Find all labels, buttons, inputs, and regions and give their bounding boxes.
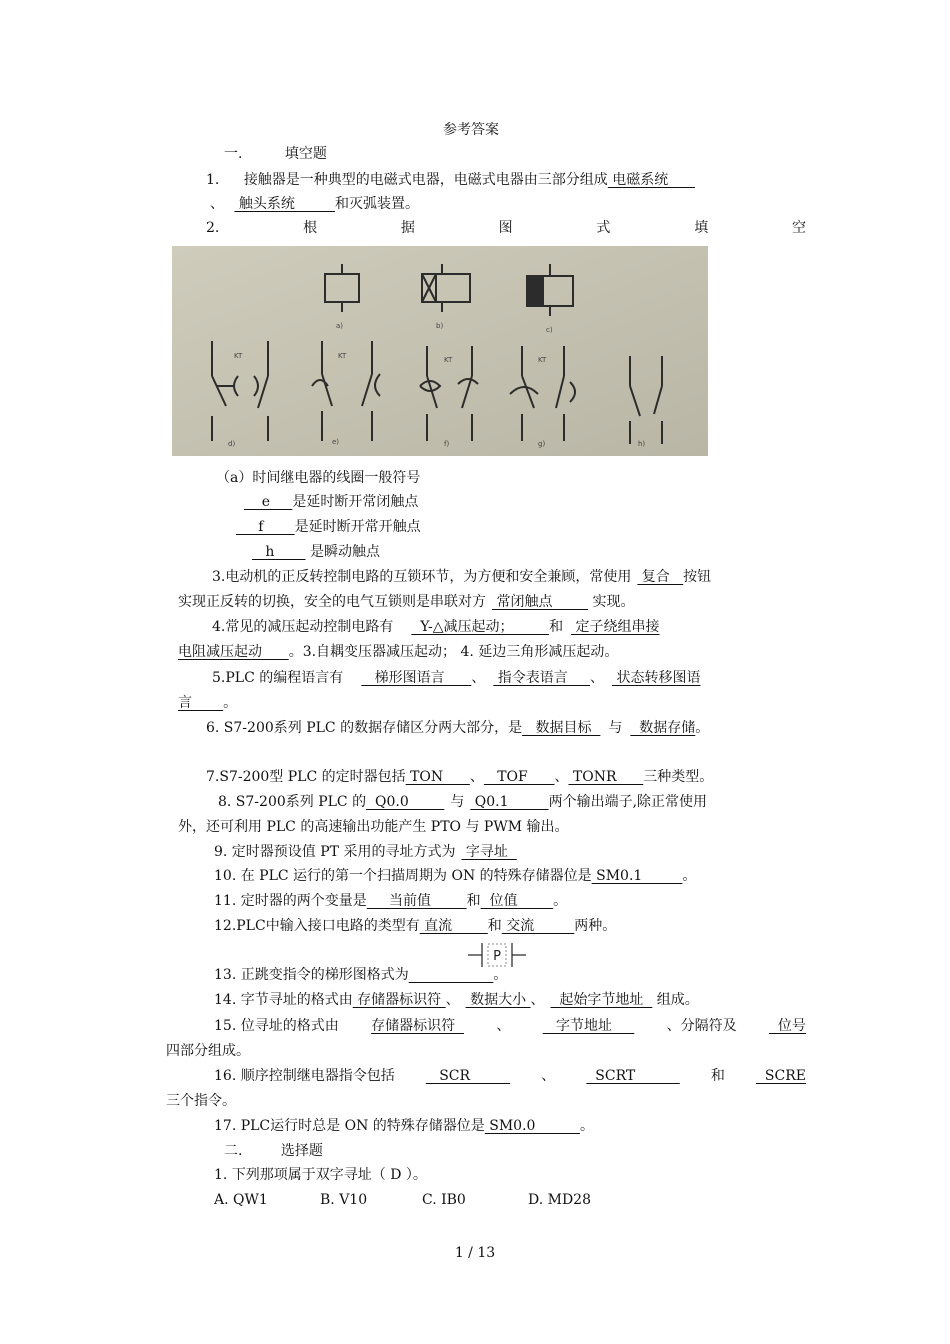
question-text: 7.S7-200型 PLC 的定时器包括	[206, 769, 406, 785]
question-text: 与	[450, 794, 465, 810]
question-16-line-1	[214, 1066, 806, 1086]
answer-blank: Q0.0	[366, 794, 445, 810]
question-text: 是延时断开常开触点	[294, 519, 421, 535]
answer-blank: 存储器标识符	[371, 1018, 464, 1034]
figure-label-g: g)	[538, 440, 546, 448]
question-text: 、分隔符及	[666, 1018, 737, 1034]
question-12	[214, 916, 616, 936]
question-2f	[236, 517, 421, 537]
answer-blank: 梯形图语言	[361, 670, 472, 686]
question-text: 。	[695, 720, 710, 736]
answer-blank: h	[252, 544, 306, 560]
separator: 、	[471, 670, 486, 686]
question-text: 6. S7-200系列 PLC 的数据存储区分两大部分，是	[206, 720, 523, 736]
question-2h	[252, 542, 380, 562]
answer-blank: 起始字节地址	[550, 992, 653, 1008]
separator: 、	[530, 992, 545, 1008]
answer-blank: Y-△减压起动；	[411, 619, 550, 635]
relay-symbols-diagram	[172, 246, 708, 456]
question-number: 1.	[206, 172, 220, 188]
question-text: 和	[487, 918, 502, 934]
answer-blank: 数据大小	[465, 992, 531, 1008]
answer-blank: 指令表语言	[493, 670, 591, 686]
choice-question-1-options	[214, 1190, 591, 1210]
question-text: 11. 定时器的两个变量是	[214, 893, 367, 909]
question-text: 4.常见的减压起动控制电路有	[212, 619, 394, 635]
question-5-line-2	[178, 693, 237, 713]
question-text: 。	[682, 868, 697, 884]
option-a: A. QW1	[214, 1192, 268, 1208]
question-8-line-2: 外，还可利用 PLC 的高速输出功能产生 PTO 与 PWM 输出。	[178, 819, 569, 835]
question-4-line-1	[212, 617, 660, 637]
answer-blank: 数据目标	[522, 720, 601, 736]
figure-label-f: f)	[444, 440, 450, 448]
separator: 、	[445, 992, 460, 1008]
question-17	[214, 1116, 594, 1136]
question-15-line-1	[214, 1016, 806, 1036]
question-text: 15. 位寻址的格式由	[214, 1018, 339, 1034]
question-text: 12.PLC中输入接口电路的类型有	[214, 918, 420, 934]
question-2a: （a）时间继电器的线圈一般符号	[216, 470, 421, 486]
question-text: 8. S7-200系列 PLC 的	[218, 794, 367, 810]
question-4-line-2	[178, 642, 618, 662]
answer-blank: 常闭触点	[492, 594, 589, 610]
question-char: 空	[791, 220, 806, 236]
answer-blank: 电阻减压起动	[178, 644, 289, 660]
answer-blank: TOF	[483, 769, 555, 785]
answer-blank: 言	[178, 695, 224, 711]
question-text: 实现正反转的切换，安全的电气互锁则是串联对方	[178, 594, 486, 610]
figure-label-e: e)	[332, 438, 340, 446]
question-13	[214, 965, 507, 985]
question-text: 9. 定时器预设值 PT 采用的寻址方式为	[214, 844, 456, 860]
figure-label-d: d)	[228, 440, 236, 448]
question-text: 接触器是一种典型的电磁式电器，电磁式电器由三部分组成	[243, 172, 608, 188]
question-1-line-2	[210, 194, 419, 214]
question-text: 5.PLC 的编程语言有	[212, 670, 344, 686]
question-text: 。	[493, 967, 508, 983]
separator: 、	[210, 196, 224, 212]
question-10	[214, 866, 696, 886]
separator: 、	[541, 1068, 556, 1084]
question-2-line	[206, 218, 806, 238]
section-2-heading	[224, 1141, 323, 1161]
question-text: 。3.自耦变压器减压起动； 4. 延边三角形减压起动。	[288, 644, 619, 660]
answer-blank: 字节地址	[542, 1018, 635, 1034]
answer-blank: SM0.0	[484, 1118, 580, 1134]
answer-blank: SCR	[425, 1068, 511, 1084]
answer-blank	[409, 967, 494, 983]
question-text: 14. 字节寻址的格式由	[214, 992, 353, 1008]
question-6	[206, 718, 709, 738]
separator: 、	[590, 670, 605, 686]
figure-kt-label: KT	[444, 356, 453, 364]
answer-blank: 位值	[480, 893, 554, 909]
page-number: 1 / 13	[454, 1245, 496, 1261]
option-c: C. IB0	[422, 1192, 466, 1208]
answer-blank: SCRT	[586, 1068, 680, 1084]
question-text: 与	[608, 720, 623, 736]
question-7	[206, 767, 713, 787]
section-2-number: 二.	[224, 1143, 243, 1159]
figure-label-a: a)	[336, 322, 344, 330]
answer-blank: f	[236, 519, 295, 535]
question-2e	[244, 492, 418, 512]
question-char: 根	[303, 220, 318, 236]
option-d: D. MD28	[528, 1192, 591, 1208]
ladder-symbol-label: P	[493, 949, 501, 964]
answer-blank: 字寻址	[461, 844, 517, 860]
question-text: 按钮	[683, 569, 712, 585]
question-text: 和	[710, 1068, 725, 1084]
answer-blank: 电磁系统	[607, 172, 695, 188]
separator: 、	[469, 769, 484, 785]
question-text: 和	[549, 619, 564, 635]
relay-symbol-photo	[172, 246, 708, 456]
question-text: 和	[466, 893, 481, 909]
option-b: B. V10	[320, 1192, 368, 1208]
question-14	[214, 990, 699, 1010]
answer-blank: 数据存储	[630, 720, 696, 736]
figure-label-h: h)	[638, 440, 646, 448]
answer-blank: 直流	[419, 918, 488, 934]
question-11	[214, 891, 567, 911]
question-text: 3.电动机的正反转控制电路的互锁环节，为方便和安全兼顾，常使用	[212, 569, 632, 585]
answer-blank: 定子绕组串接	[571, 619, 660, 635]
answer-blank: 位号	[769, 1018, 806, 1034]
question-text: 组成。	[652, 992, 699, 1008]
question-char: 填	[694, 220, 709, 236]
section-2-label: 选择题	[280, 1143, 323, 1159]
question-3-line-1	[212, 567, 711, 587]
section-1-label: 填空题	[284, 146, 327, 162]
answer-blank: 交流	[501, 918, 575, 934]
answer-blank: e	[244, 494, 293, 510]
question-8-line-1	[218, 792, 707, 812]
answer-blank: 存储器标识符	[352, 992, 446, 1008]
figure-kt-label: KT	[538, 356, 547, 364]
answer-blank: TONR	[568, 769, 644, 785]
answer-blank: SCRE	[756, 1068, 806, 1084]
question-text: 。	[579, 1118, 594, 1134]
question-number: 2.	[206, 220, 220, 236]
question-9	[214, 842, 517, 862]
answer-blank: 触头系统	[234, 196, 335, 212]
question-text: 两种。	[574, 918, 617, 934]
answer-blank: 状态转移图语	[612, 670, 701, 686]
question-5-line-1	[212, 668, 700, 688]
question-text: 10. 在 PLC 运行的第一个扫描周期为 ON 的特殊存储器位是	[214, 868, 592, 884]
question-text: 是瞬动触点	[305, 544, 380, 560]
figure-label-c: c)	[546, 326, 553, 334]
question-text: 16. 顺序控制继电器指令包括	[214, 1068, 395, 1084]
question-text: 。	[223, 695, 238, 711]
separator: 、	[554, 769, 569, 785]
answer-blank: 当前值	[366, 893, 467, 909]
question-text: 三种类型。	[643, 769, 714, 785]
section-1-heading	[224, 144, 327, 164]
figure-kt-label: KT	[234, 352, 243, 360]
question-text: 是延时断开常闭触点	[292, 494, 419, 510]
choice-question-1: 1. 下列那项属于双字寻址（ D ）。	[214, 1167, 427, 1183]
question-text: 实现。	[588, 594, 635, 610]
answer-blank: Q0.1	[470, 794, 549, 810]
answer-blank: TON	[405, 769, 470, 785]
question-3-line-2	[178, 592, 635, 612]
answer-blank: SM0.1	[591, 868, 683, 884]
question-text: 两个输出端子,除正常使用	[548, 794, 708, 810]
question-text: 和灭弧装置。	[334, 196, 419, 212]
question-text: 。	[553, 893, 568, 909]
answer-blank: 复合	[637, 569, 684, 585]
section-1-number: 一.	[224, 146, 243, 162]
page-title: 参考答案	[443, 122, 499, 138]
question-char: 图	[498, 220, 513, 236]
figure-kt-label: KT	[338, 352, 347, 360]
question-15-line-2: 四部分组成。	[166, 1043, 250, 1059]
question-16-line-2: 三个指令。	[166, 1093, 236, 1109]
figure-label-b: b)	[436, 322, 444, 330]
separator: 、	[496, 1018, 511, 1034]
question-1-line-1	[206, 170, 695, 190]
question-char: 式	[596, 220, 611, 236]
question-char: 据	[400, 220, 415, 236]
question-text: 13. 正跳变指令的梯形图格式为	[214, 967, 409, 983]
question-text: 17. PLC运行时总是 ON 的特殊存储器位是	[214, 1118, 485, 1134]
